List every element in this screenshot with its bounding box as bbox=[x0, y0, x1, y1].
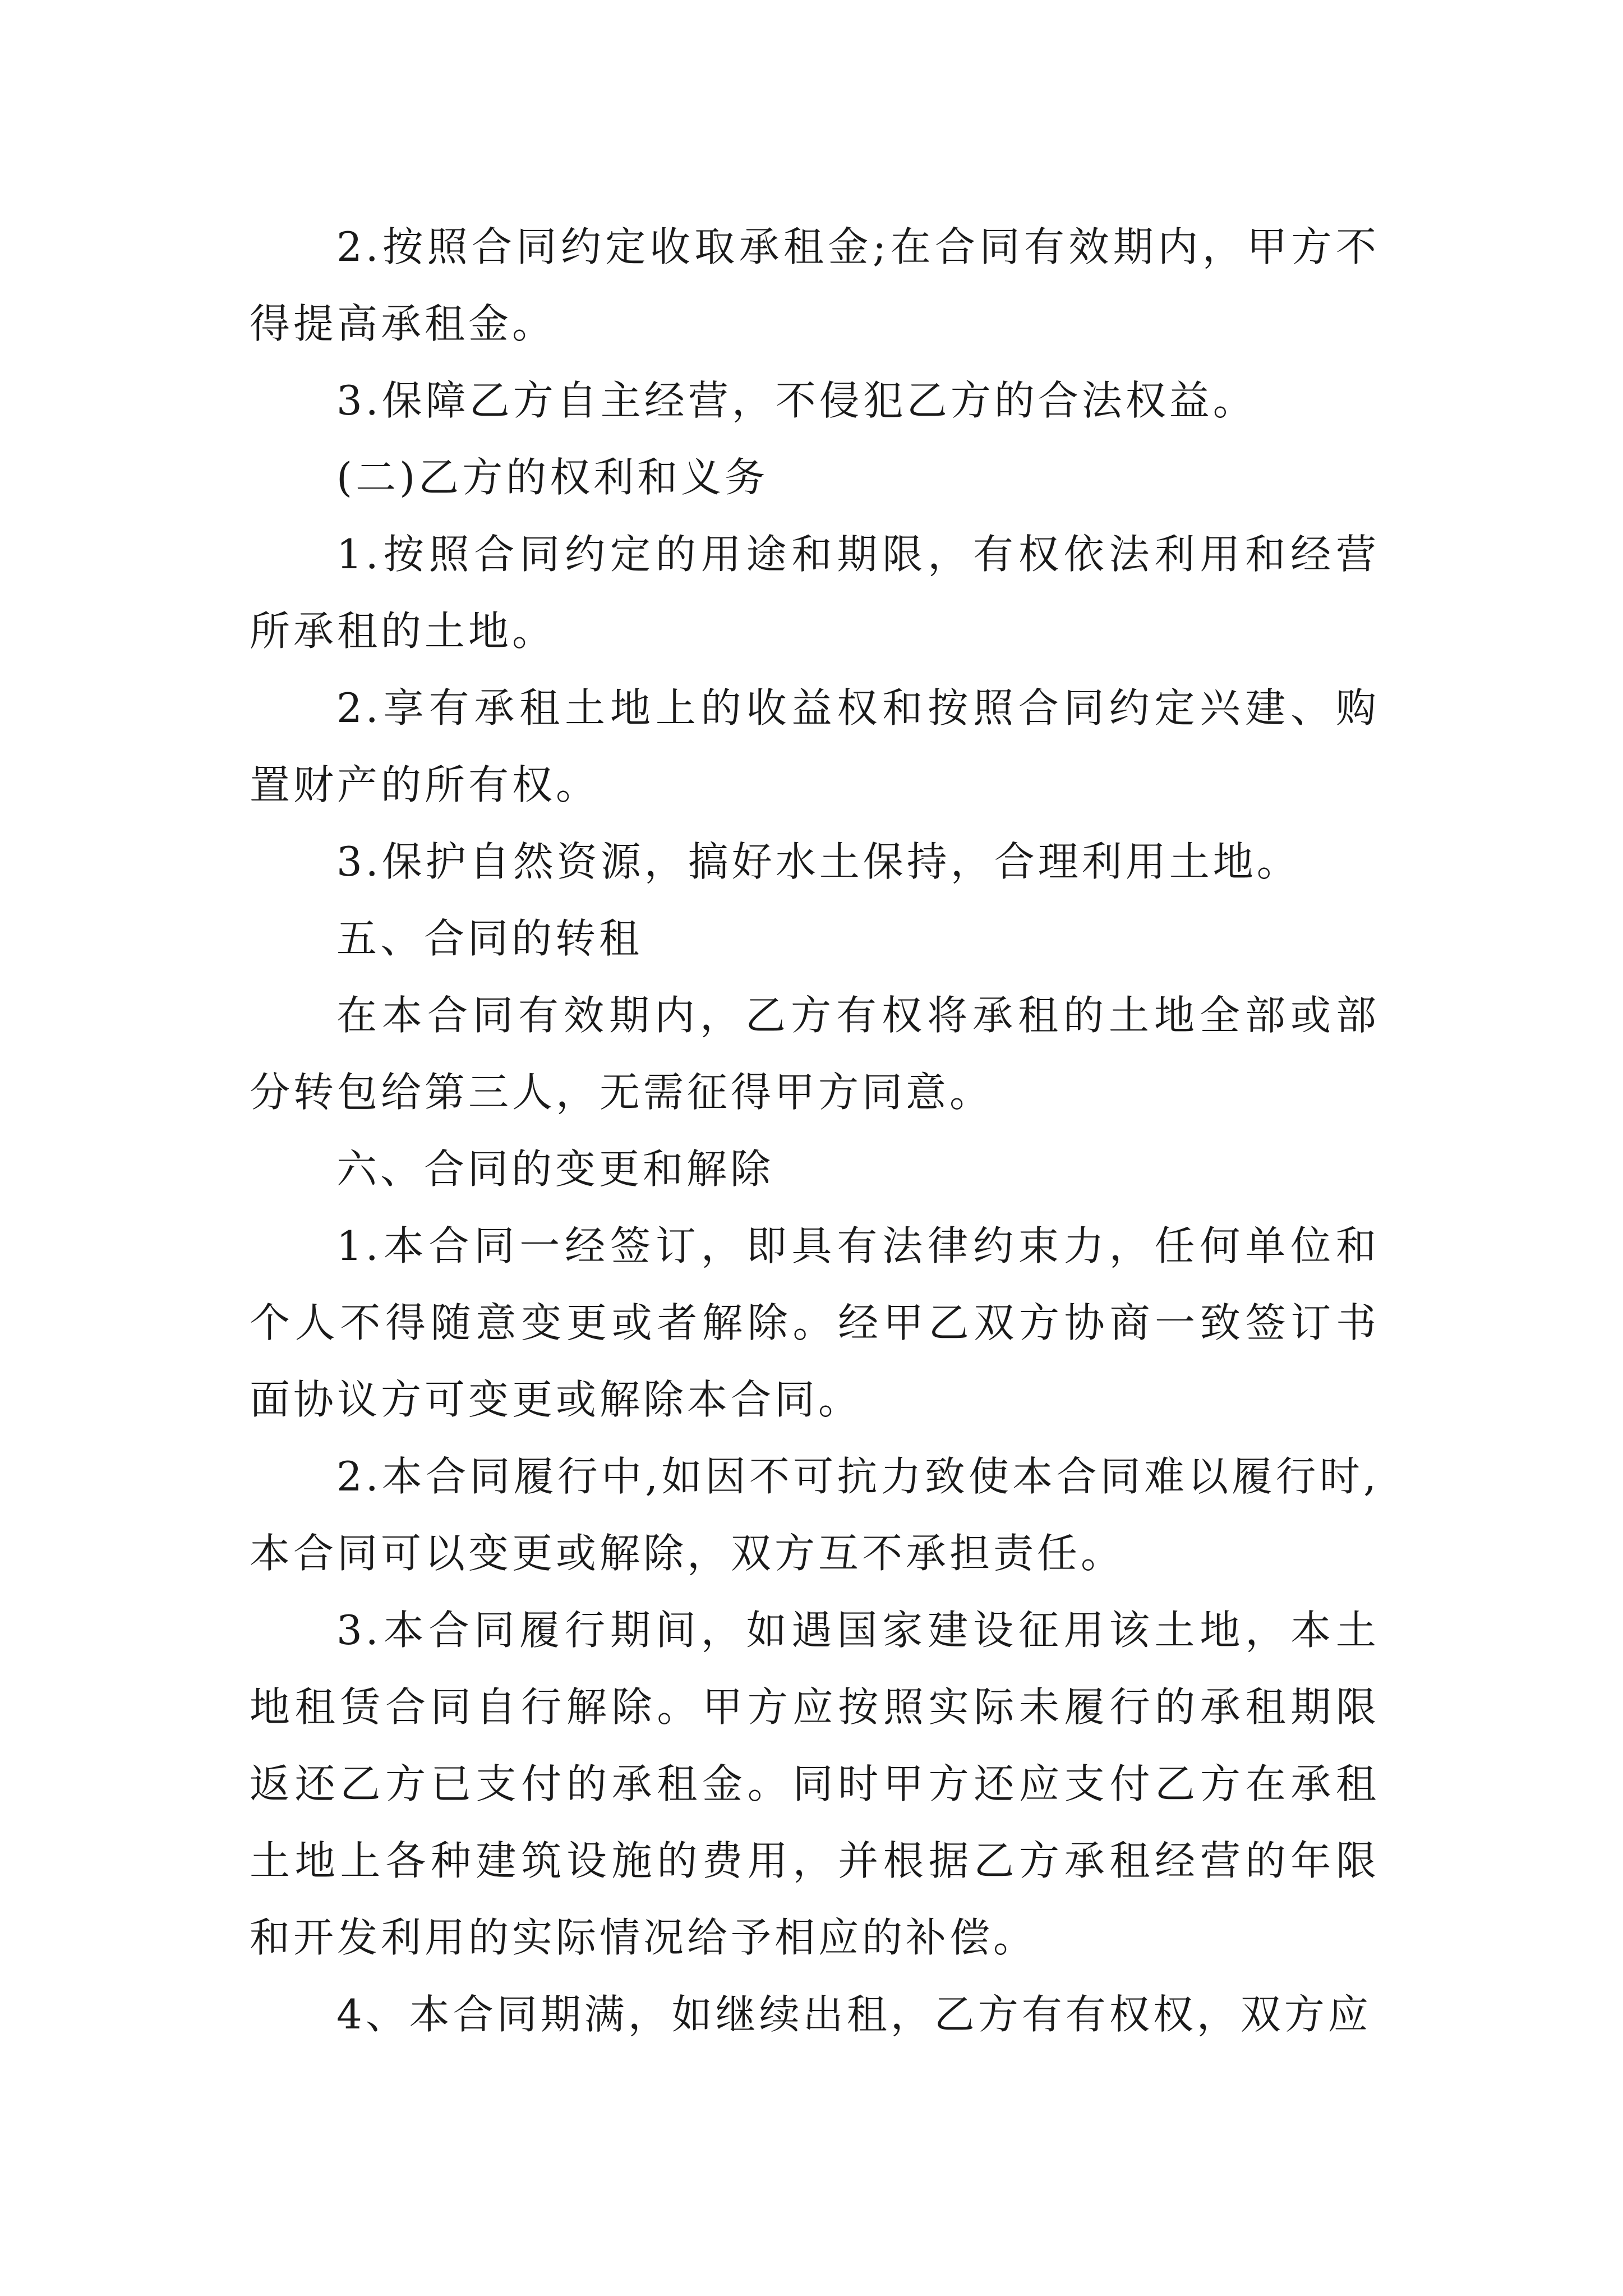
paragraph-sublease: 在本合同有效期内，乙方有权将承租的土地全部或部分转包给第三人，无需征得甲方同意。 bbox=[250, 992, 1380, 1116]
paragraph-expiry: 4、本合同期满，如继续出租，乙方有有权权，双方应 bbox=[336, 1991, 1372, 2038]
document-body bbox=[250, 209, 1380, 2053]
paragraph-lessee-income: 2.享有承租土地上的收益权和按照合同约定兴建、购置财产的所有权。 bbox=[250, 684, 1380, 808]
paragraph-lessor-autonomy: 3.保障乙方自主经营，不侵犯乙方的合法权益。 bbox=[336, 377, 1257, 424]
paragraph-lessee-use: 1.按照合同约定的用途和期限，有权依法利用和经营所承租的土地。 bbox=[250, 531, 1380, 655]
paragraph-lessor-rent: 2.按照合同约定收取承租金;在合同有效期内，甲方不得提高承租金。 bbox=[250, 223, 1380, 347]
section-heading-change-termination: 六、合同的变更和解除 bbox=[336, 1145, 774, 1193]
paragraph-expropriation: 3.本合同履行期间，如遇国家建设征用该土地，本土地租赁合同自行解除。甲方应按照实际未履行的承租期限返还乙方已支付的承租金。同时甲方还应支付乙方在承租土地上各种建筑设施的费用，并根据乙方承租经营的年限和开发利用的实际情况给予相应的补偿。 bbox=[250, 1607, 1380, 1961]
paragraph-force-majeure: 2.本合同履行中,如因不可抗力致使本合同难以履行时,本合同可以变更或解除，双方互不承担责任。 bbox=[250, 1453, 1380, 1577]
section-heading-lessee-rights: (二)乙方的权利和义务 bbox=[336, 454, 769, 501]
paragraph-lessee-protection: 3.保护自然资源，搞好水土保持，合理利用土地。 bbox=[336, 838, 1301, 885]
paragraph-binding-force: 1.本合同一经签订，即具有法律约束力，任何单位和个人不得随意变更或者解除。经甲乙双方协商一致签订书面协议方可变更或解除本合同。 bbox=[250, 1222, 1380, 1423]
section-heading-sublease: 五、合同的转租 bbox=[336, 915, 643, 962]
